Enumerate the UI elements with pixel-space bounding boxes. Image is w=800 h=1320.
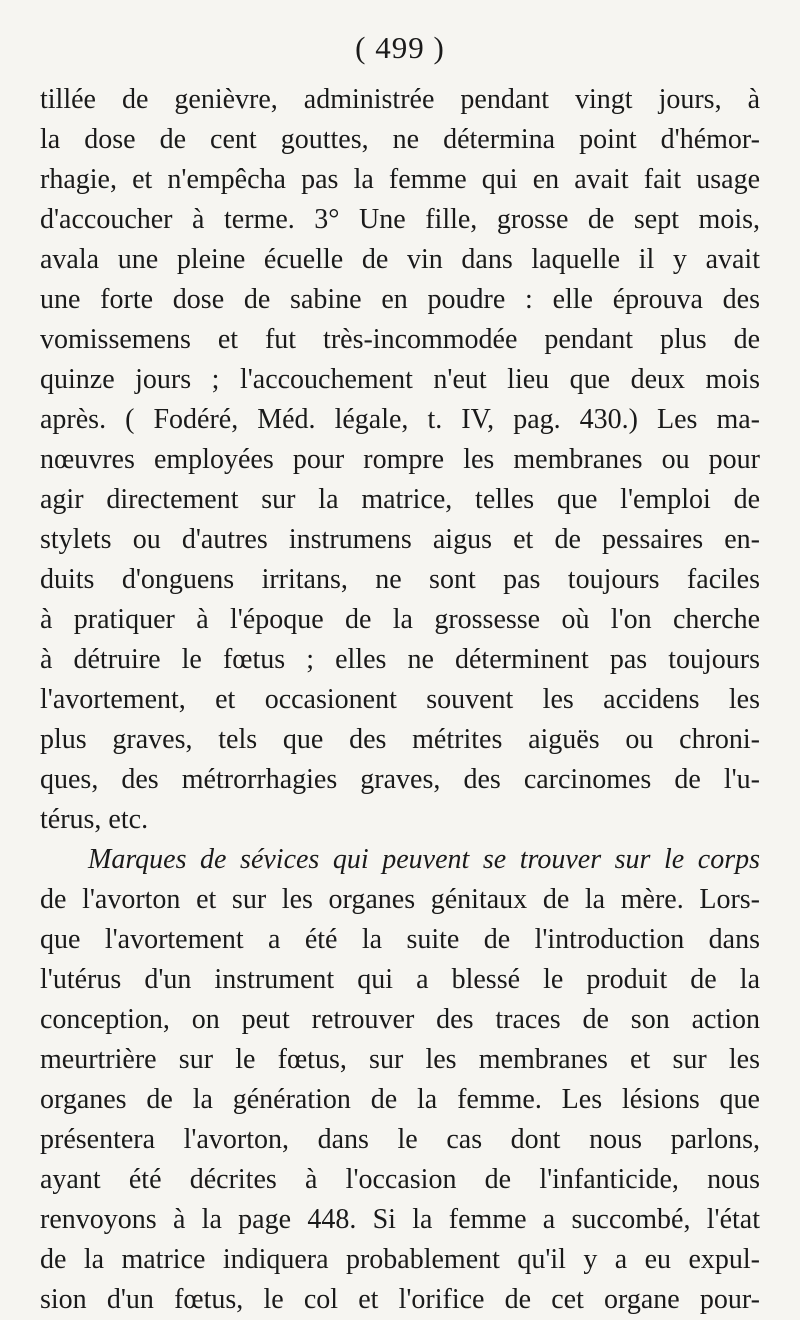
text-line: nœuvres employées pour rompre les membranes ou pour	[40, 444, 760, 475]
text-line: organes de la génération de la femme. Les lésions que	[40, 1084, 760, 1115]
text-line: de la matrice indiquera probablement qu'il y a eu expul-	[40, 1244, 760, 1275]
text-line: vomissemens et fut très-incommodée pendant plus de	[40, 324, 760, 355]
text-line: avala une pleine écuelle de vin dans laquelle il y avait	[40, 244, 760, 275]
text-line: sion d'un fœtus, le col et l'orifice de cet organe pour-	[40, 1284, 760, 1315]
text-line: que l'avortement a été la suite de l'introduction dans	[40, 924, 760, 955]
text-line: conception, on peut retrouver des traces de son action	[40, 1004, 760, 1035]
text-line: à pratiquer à l'époque de la grossesse où l'on cherche	[40, 604, 760, 635]
text-line: meurtrière sur le fœtus, sur les membranes et sur les	[40, 1044, 760, 1075]
text-line: plus graves, tels que des métrites aiguës ou chroni-	[40, 724, 760, 755]
text-line: l'utérus d'un instrument qui a blessé le produit de la	[40, 964, 760, 995]
page-number: ( 499 )	[355, 30, 445, 65]
text-line: duits d'onguens irritans, ne sont pas toujours faciles	[40, 564, 760, 595]
text-line: renvoyons à la page 448. Si la femme a succombé, l'état	[40, 1204, 760, 1235]
body-text	[40, 80, 760, 1320]
text-line: présentera l'avorton, dans le cas dont nous parlons,	[40, 1124, 760, 1155]
text-line: la dose de cent gouttes, ne détermina point d'hémor-	[40, 124, 760, 155]
text-line: ayant été décrites à l'occasion de l'infanticide, nous	[40, 1164, 760, 1195]
text-line: stylets ou d'autres instrumens aigus et de pessaires en-	[40, 524, 760, 555]
text-line: une forte dose de sabine en poudre : elle éprouva des	[40, 284, 760, 315]
text-line: térus, etc.	[40, 804, 149, 835]
text-line: de l'avorton et sur les organes génitaux de la mère. Lors-	[40, 884, 760, 915]
text-line: ques, des métrorrhagies graves, des carcinomes de l'u-	[40, 764, 760, 795]
section-heading-line: Marques de sévices qui peuvent se trouver sur le corps	[88, 844, 760, 875]
text-line: après. ( Fodéré, Méd. légale, t. IV, pag. 430.) Les ma-	[40, 404, 760, 435]
text-line: quinze jours ; l'accouchement n'eut lieu que deux mois	[40, 364, 760, 395]
text-line: d'accoucher à terme. 3° Une fille, grosse de sept mois,	[40, 204, 760, 235]
text-line: agir directement sur la matrice, telles que l'emploi de	[40, 484, 760, 515]
text-line: à détruire le fœtus ; elles ne déterminent pas toujours	[40, 644, 760, 675]
text-line: l'avortement, et occasionent souvent les accidens les	[40, 684, 760, 715]
text-line: rhagie, et n'empêcha pas la femme qui en avait fait usage	[40, 164, 760, 195]
text-line: tillée de genièvre, administrée pendant vingt jours, à	[40, 84, 760, 115]
